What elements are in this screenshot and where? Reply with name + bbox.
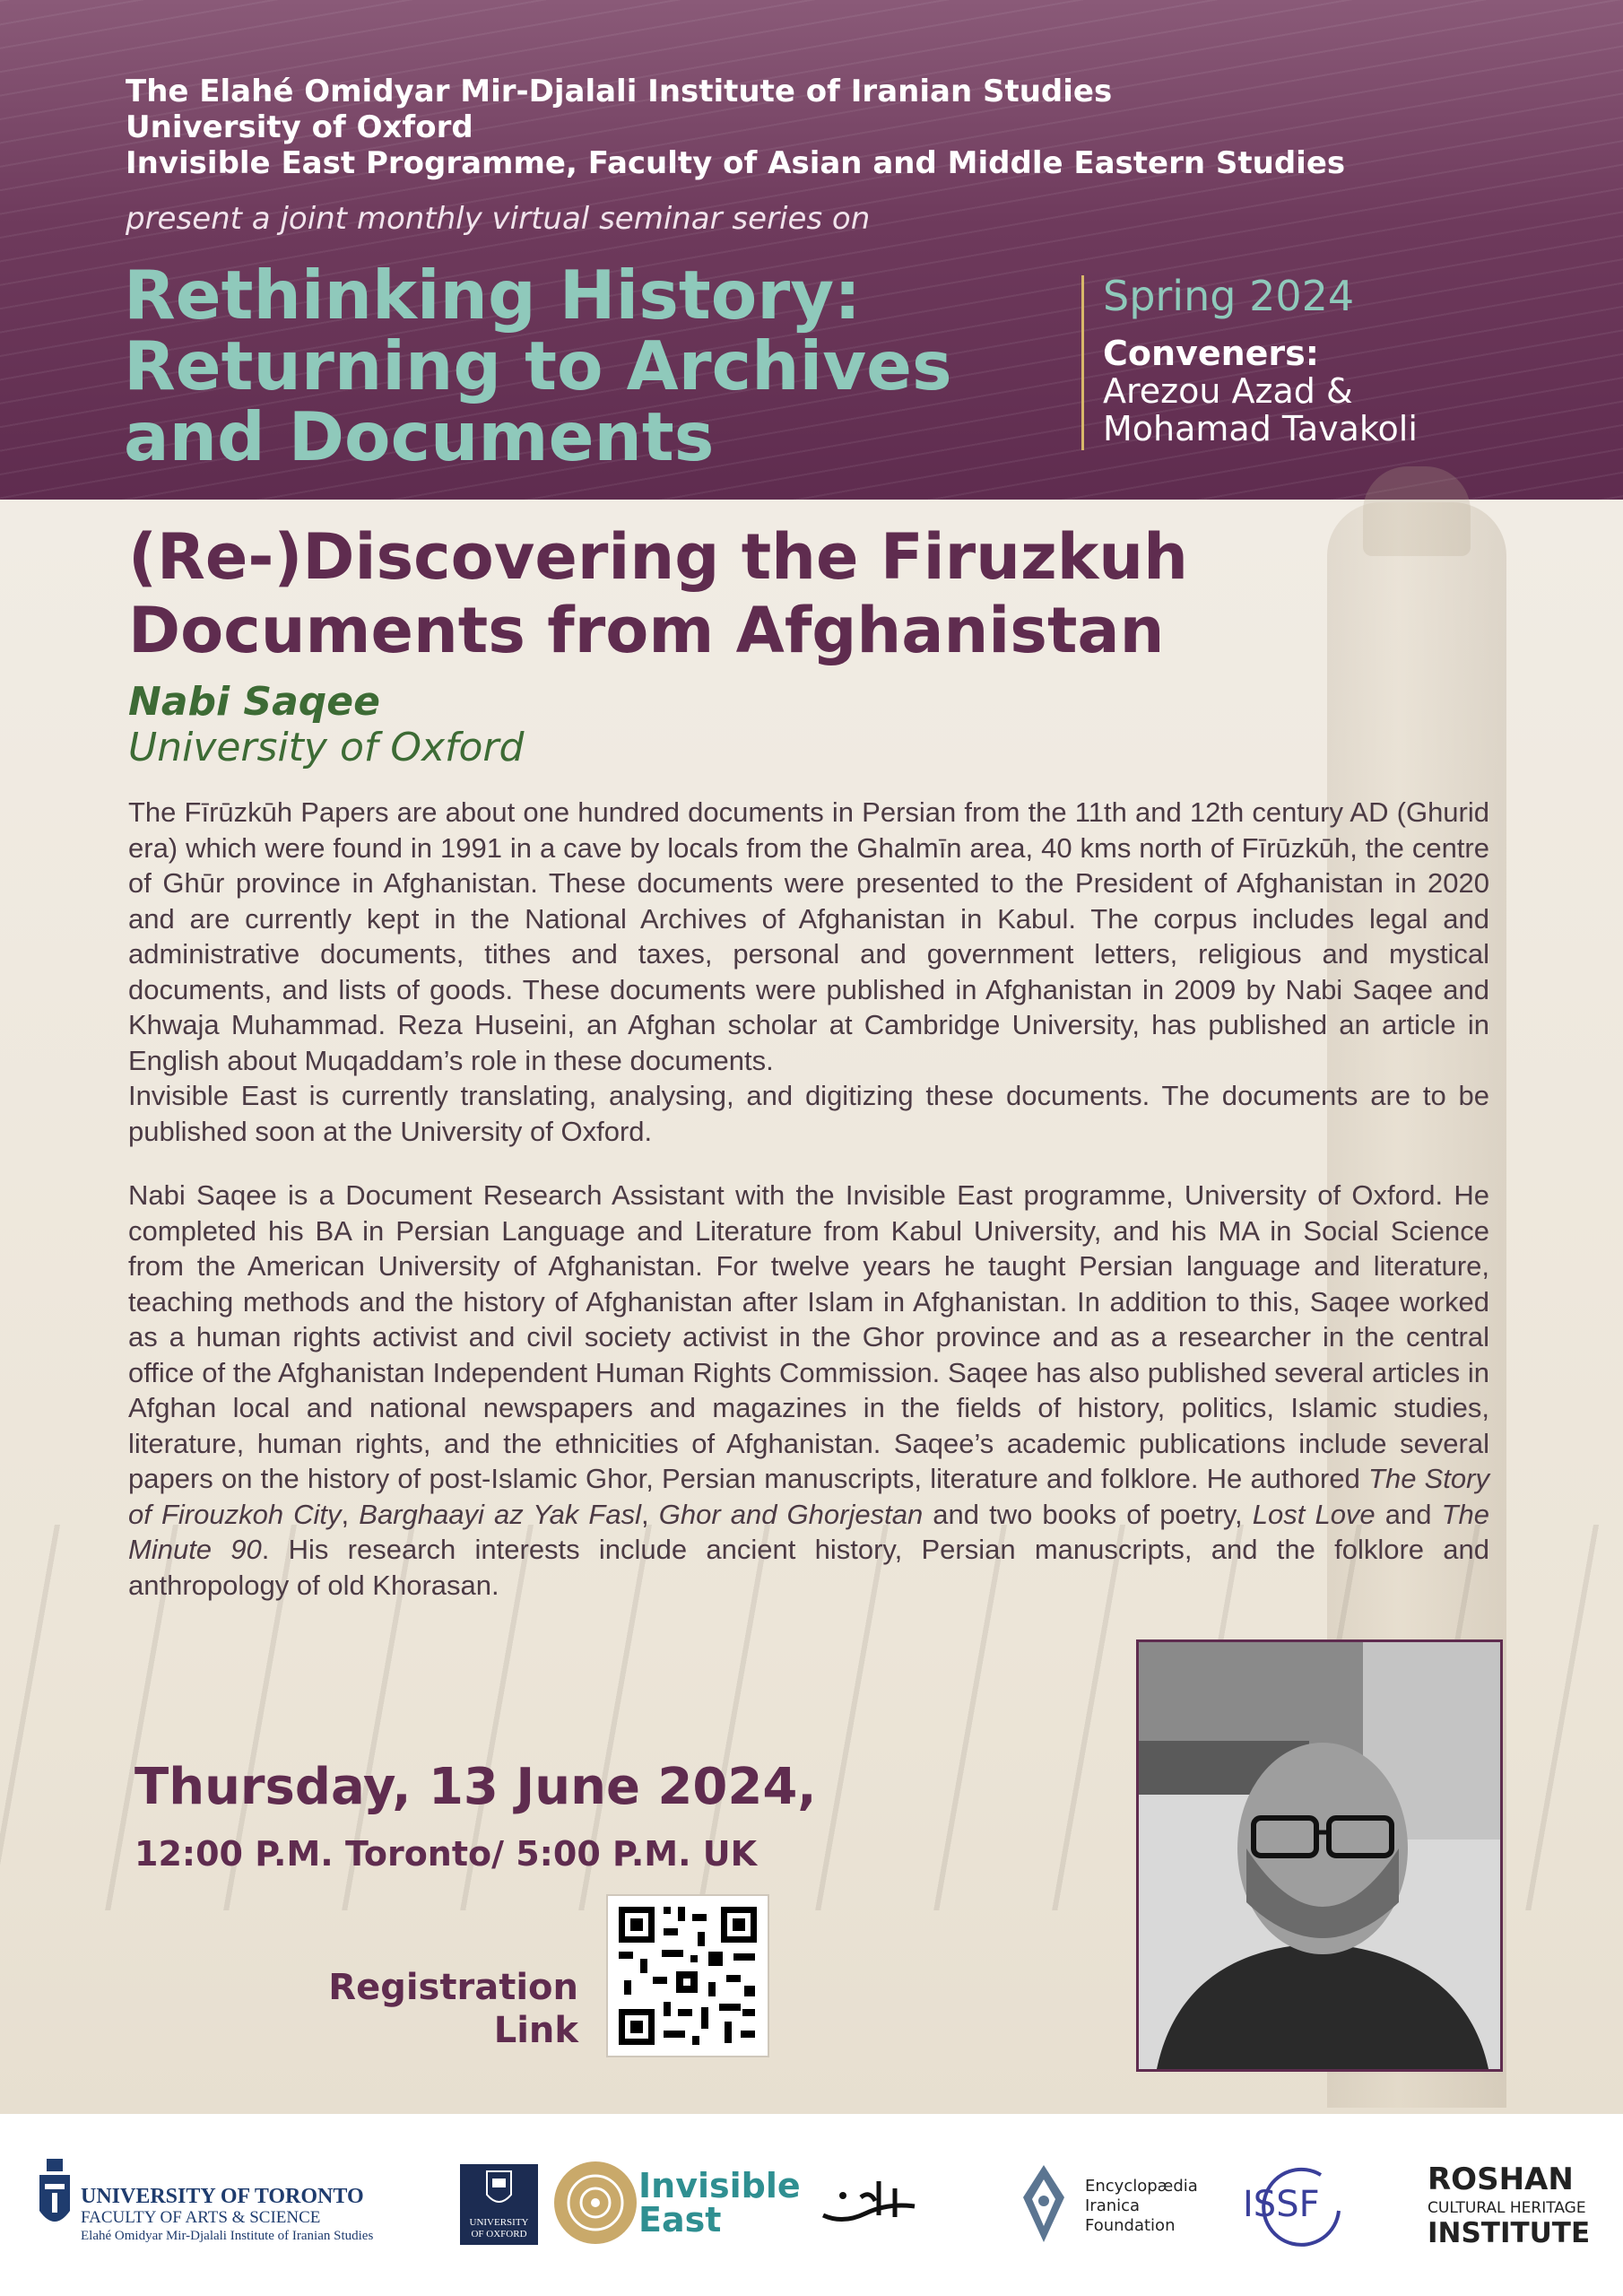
invisible-east-word-2: East	[638, 2200, 722, 2239]
encyclopaedia-iranica-text	[1085, 2177, 1198, 2236]
eif-line-2: Iranica	[1085, 2196, 1141, 2215]
abstract-text-2: Invisible East is currently translating, analysing, and digitizing these documents. The documents are to be published soon at the University of Oxford.	[128, 1080, 1489, 1147]
event-date: Thursday, 13 June 2024,	[135, 1758, 817, 1816]
convener-name-2: Mohamad Tavakoli	[1103, 409, 1418, 448]
bio-sep-3: and two books of poetry,	[923, 1498, 1253, 1530]
institution-line-3: Invisible East Programme, Faculty of Asian and Middle Eastern Studies	[126, 145, 1346, 181]
event-time: 12:00 P.M. Toronto/ 5:00 P.M. UK	[135, 1834, 758, 1874]
bio-sep-4: and	[1375, 1498, 1442, 1530]
uoft-crest-icon	[36, 2157, 74, 2238]
speaker-affiliation: University of Oxford	[128, 725, 525, 770]
speaker-portrait-icon	[1139, 1642, 1500, 2069]
bio-sep-1: ,	[341, 1498, 360, 1530]
talk-title: (Re-)Discovering the Firuzkuh Documents from Afghanistan	[128, 520, 1188, 667]
book-title-1: The Story of Firouzkoh City	[128, 1463, 1489, 1530]
uoft-name: UNIVERSITY OF TORONTO	[81, 2185, 364, 2208]
header-divider	[1081, 275, 1084, 450]
institution-line-1: The Elahé Omidyar Mir-Djalali Institute of Iranian Studies	[126, 74, 1113, 109]
speaker-name: Nabi Saqee	[128, 679, 380, 725]
oxford-label: UNIVERSITY OF OXFORD	[469, 2217, 529, 2239]
season-label: Spring 2024	[1103, 272, 1355, 320]
convener-name-1: Arezou Azad &	[1103, 371, 1353, 411]
issf-text: ISSF	[1243, 2184, 1320, 2225]
series-intro: present a joint monthly virtual seminar series on	[126, 201, 871, 237]
oxford-crest-icon	[460, 2164, 538, 2213]
roshan-subtitle: CULTURAL HERITAGE	[1428, 2199, 1586, 2217]
invisible-east-logo-text	[638, 2166, 801, 2239]
invisible-east-word-1: Invisible	[638, 2166, 801, 2205]
roshan-wordmark: ROSHAN	[1428, 2161, 1574, 2197]
registration-qr-code[interactable]	[606, 1894, 769, 2057]
bio-paragraph	[128, 1178, 1489, 1603]
invisible-east-emblem-icon	[554, 2161, 637, 2244]
book-title-5: The Minute 90	[128, 1498, 1490, 1565]
issf-logo	[1236, 2157, 1357, 2247]
bio-text-1: Nabi Saqee is a Document Research Assistant with the Invisible East programme, University of Oxford. He completed his BA in Persian Language and Literature from Kabul University, and his MA in Social Science from the American University of Afghanistan. For twelve years he taught Persian language and literature, teaching methods and the history of Afghanistan after Islam in Afghanistan. In addition to this, Saqee worked as a human rights activist and civil society activist in the Ghor province and as a researcher in the central office of the Afghanistan Independent Human Rights Commission. Saqee has also published several articles in Afghan local and national newspapers and magazines in the fields of history, politics, Islamic studies, literature, human rights, and the ethnicities of Afghanistan. Saqee’s academic publications include several papers on the history of post-Islamic Ghor, Persian manuscripts, literature and folklore. He authored	[128, 1179, 1489, 1494]
abstract-text-1: The Fīrūzkūh Papers are about one hundred documents in Persian from the 11th and 12th century AD (Ghurid era) which were found in 1991 in a cave by locals from the Ghalmīn area, 40 kms north of Fīrūzkūh, the centre of Ghūr province in Afghanistan. These documents were presented to the President of Afghanistan in 2020 and are currently kept in the National Archives of Afghanistan in Kabul. The corpus includes legal and administrative documents, tithes and taxes, personal and government letters, religious and mystical documents, and lists of goods. These documents were published in Afghanistan in 2009 by Nabi Saqee and Khwaja Muhammad. Reza Huseini, an Afghan scholar at Cambridge University, has published an article in English about Muqaddam’s role in these documents.	[128, 796, 1489, 1076]
roshan-institute: INSTITUTE	[1428, 2217, 1591, 2249]
bio-text-2: . His research interests include ancient history, Persian manuscripts, and the folklore and anthropology of old Khorasan.	[128, 1534, 1489, 1601]
series-title: Rethinking History: Returning to Archives and Documents	[124, 256, 952, 476]
iran-namag-logo-icon	[816, 2170, 924, 2238]
book-title-2: Barghaayi az Yak Fasl	[359, 1498, 641, 1530]
registration-label: Registration Link	[328, 1967, 578, 2051]
book-title-3: Ghor and Ghorjestan	[658, 1498, 924, 1530]
uoft-institute: Elahé Omidyar Mir-Djalali Institute of Iranian Studies	[81, 2229, 374, 2243]
encyclopaedia-iranica-emblem-icon	[1018, 2161, 1070, 2247]
qr-code-icon	[608, 1896, 768, 2056]
institution-line-2: University of Oxford	[126, 109, 473, 145]
oxford-logo	[460, 2164, 538, 2245]
eif-line-1: Encyclopædia	[1085, 2177, 1198, 2196]
speaker-photo	[1136, 1639, 1503, 2072]
book-title-4: Lost Love	[1252, 1498, 1376, 1530]
abstract-paragraph	[128, 795, 1489, 1149]
conveners-label: Conveners:	[1103, 334, 1319, 373]
uoft-faculty: FACULTY OF ARTS & SCIENCE	[81, 2208, 321, 2227]
eif-line-3: Foundation	[1085, 2216, 1176, 2235]
bio-sep-2: ,	[641, 1498, 659, 1530]
